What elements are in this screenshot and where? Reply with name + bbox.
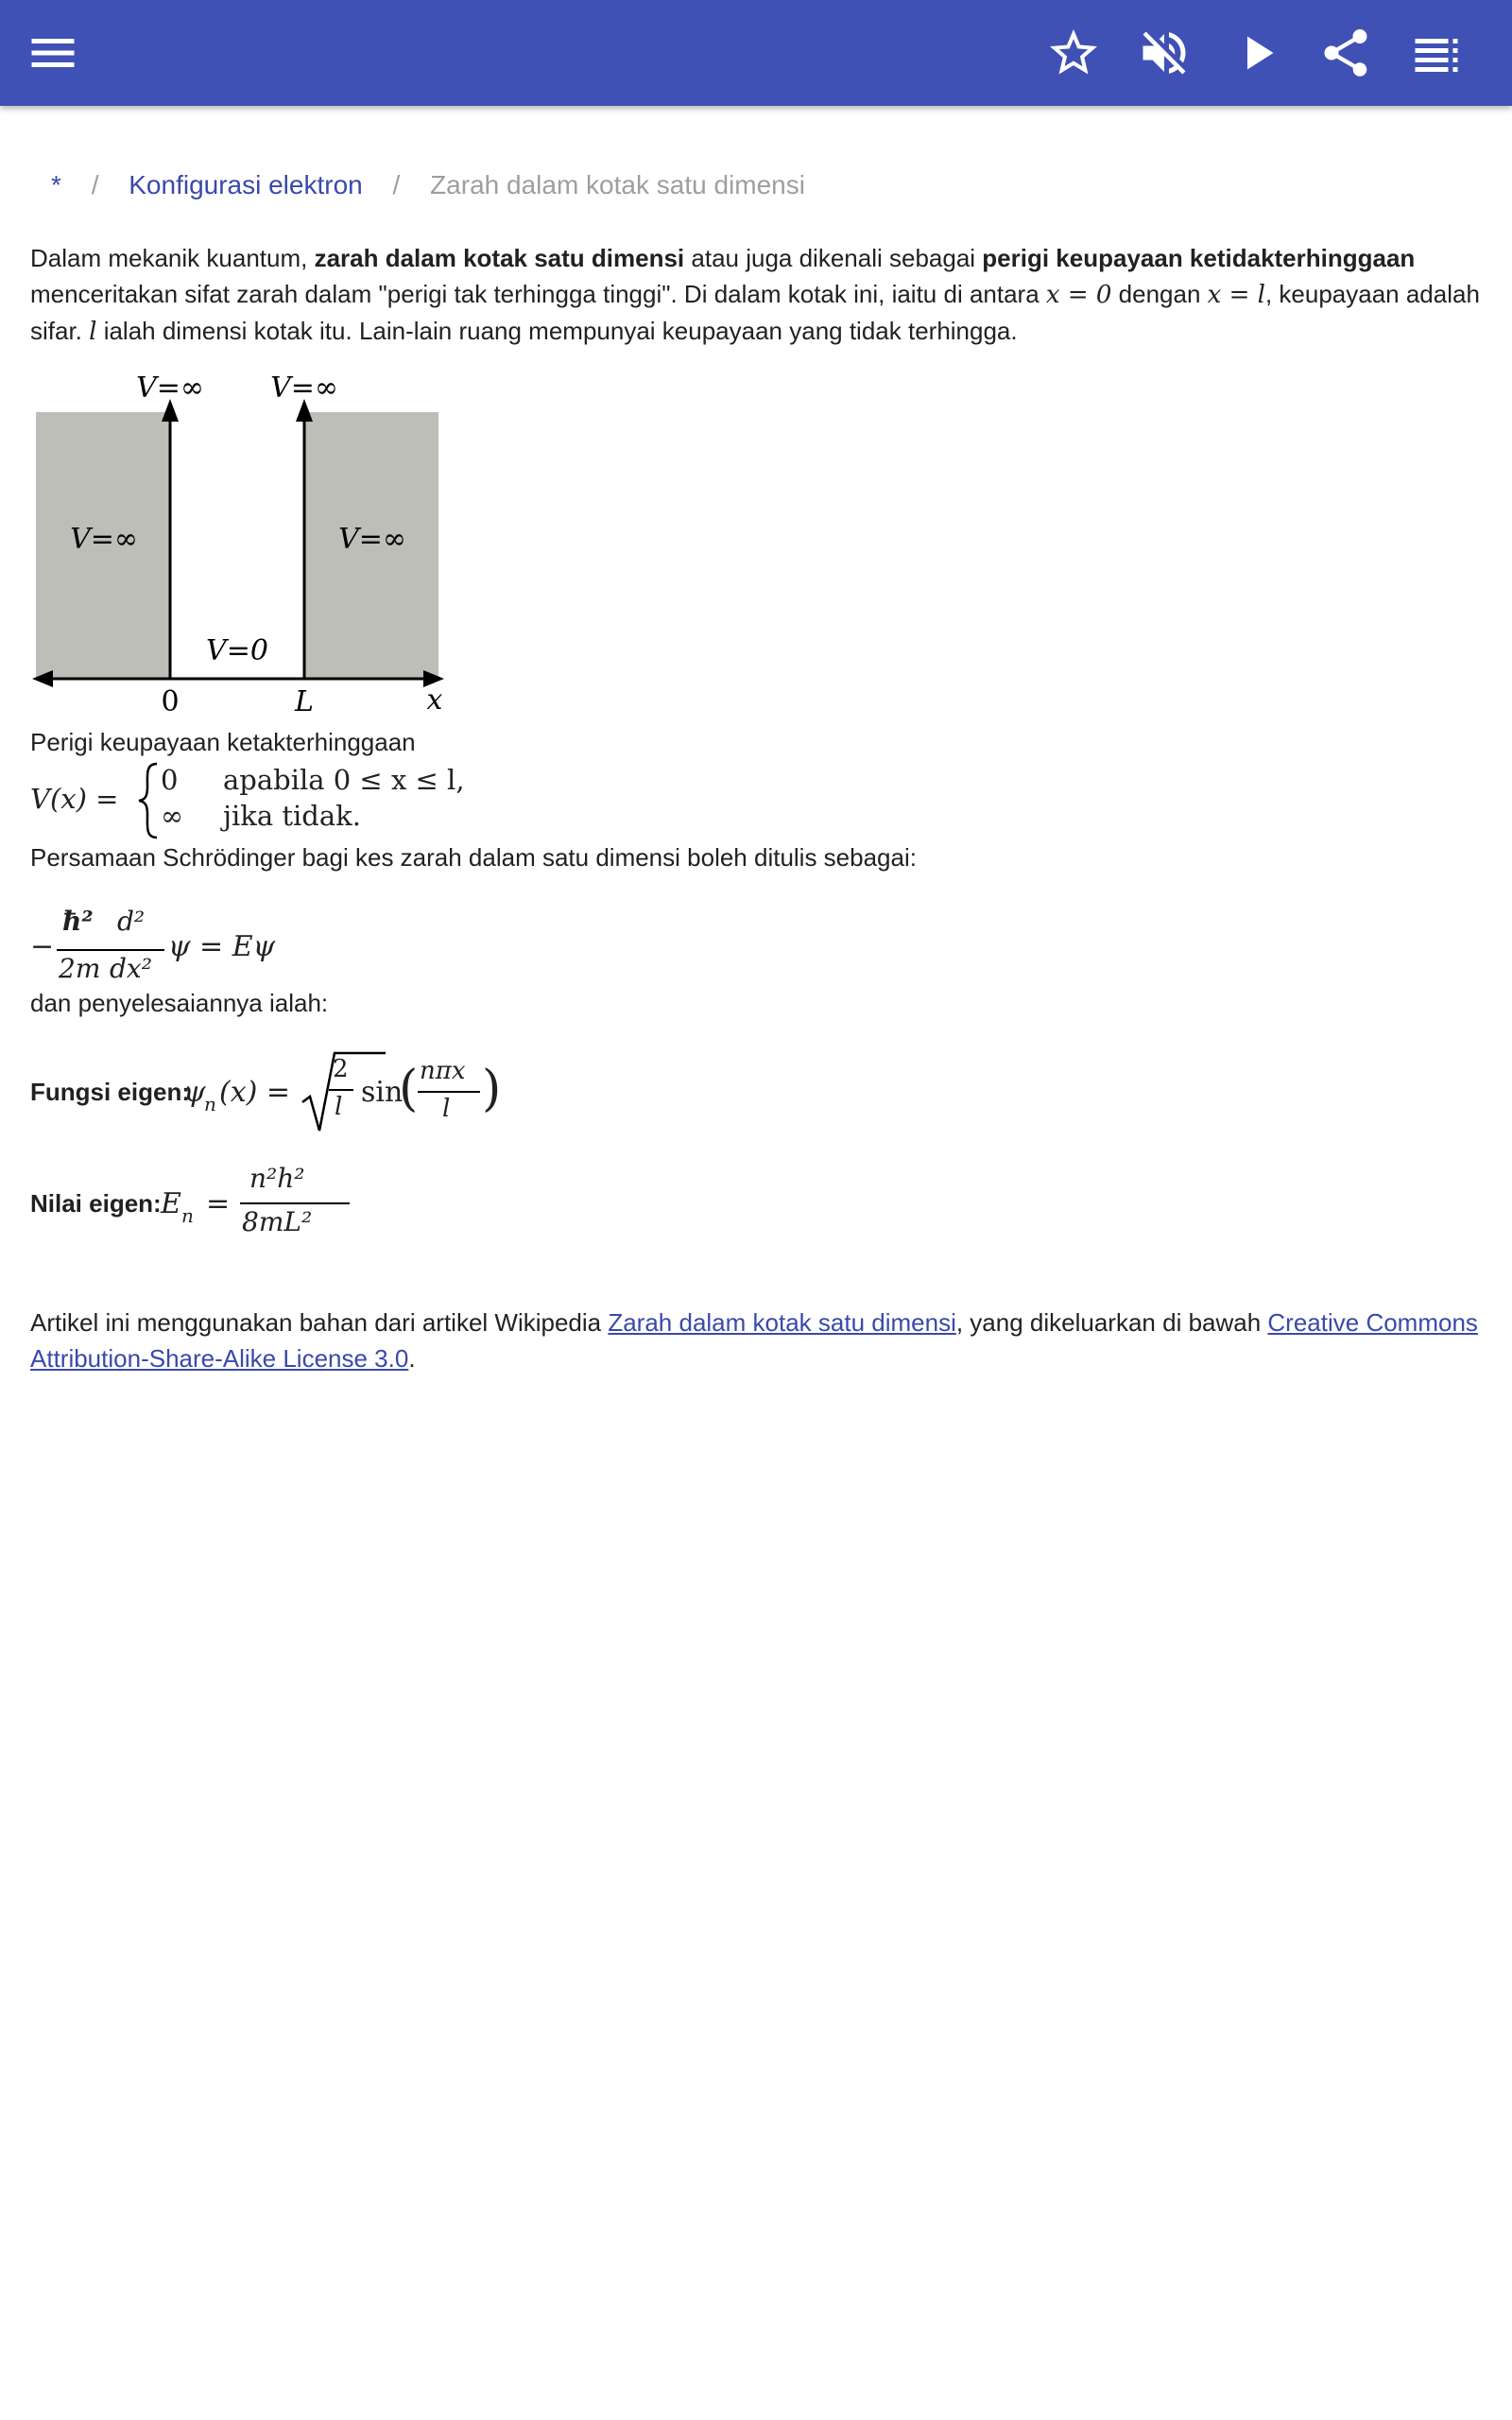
breadcrumb (51, 170, 805, 200)
equals-sign: = (206, 1187, 231, 1220)
potential-case2-condition: jika tidak. (223, 800, 361, 832)
eigenvalue-label: Nilai eigen: (30, 1189, 162, 1218)
inner-denominator: l (442, 1095, 451, 1123)
label-top-left: V=∞ (136, 372, 204, 405)
schrodinger-minus: − (30, 930, 55, 963)
psi-subscript: n (204, 1093, 216, 1115)
dx-squared: dx² (110, 953, 152, 984)
sqrt-numerator: 2 (333, 1055, 349, 1083)
breadcrumb-parent-link[interactable]: Konfigurasi elektron (129, 170, 363, 199)
volume-off-icon[interactable] (1136, 25, 1193, 81)
intro-text: menceritakan sifat zarah dalam "perigi tak terhingga tinggi". Di dalam kotak ini, iaitu di antara (30, 280, 1046, 308)
schrodinger-equation (30, 906, 314, 993)
play-icon[interactable] (1228, 25, 1285, 81)
inline-math: x = 0 (1045, 281, 1112, 309)
playlist-icon[interactable] (1408, 25, 1465, 81)
energy-symbol: E (161, 1187, 181, 1220)
breadcrumb-separator: / (91, 170, 99, 199)
curly-brace (136, 762, 161, 839)
breadcrumb-separator: / (392, 170, 401, 199)
intro-text: atau juga dikenali sebagai (684, 244, 983, 272)
intro-text: Dalam mekanik kuantum, (30, 244, 315, 272)
tick-label-0: 0 (161, 685, 180, 718)
potential-well-figure (28, 371, 454, 720)
attribution-footer (30, 1305, 1486, 1376)
psi-symbol: ψ (183, 1076, 206, 1109)
eigenvalue-denominator: 8mL² (242, 1206, 313, 1237)
star-outline-icon[interactable] (1045, 25, 1102, 81)
intro-text: ialah dimensi kotak itu. Lain-lain ruang mempunyai keupayaan yang tidak terhingga. (96, 317, 1018, 345)
sin-function: sin (361, 1076, 404, 1109)
sqrt-denominator: l (335, 1093, 343, 1121)
inline-math: x = l (1207, 281, 1265, 309)
label-right-region: V=∞ (338, 523, 406, 556)
license-link[interactable]: Creative Commons Attribution-Share-Alike License 3.0 (30, 1308, 1478, 1373)
app-bar (0, 0, 1512, 106)
potential-case1-condition: apabila 0 ≤ x ≤ l, (223, 764, 465, 796)
article-intro (30, 240, 1486, 350)
intro-text: dengan (1111, 280, 1208, 308)
intro-paragraph (30, 240, 1486, 350)
fraction-bar (108, 949, 164, 951)
d-squared: d² (117, 906, 146, 937)
eigenvalue-equation (30, 1161, 370, 1248)
potential-case2-value: ∞ (161, 800, 184, 832)
schrodinger-intro: Persamaan Schrödinger bagi kes zarah dalam satu dimensi boleh ditulis sebagai: (30, 843, 917, 872)
footer-text: Artikel ini menggunakan bahan dari artikel Wikipedia (30, 1308, 609, 1337)
inline-math: l (89, 318, 97, 346)
tick-label-L: L (295, 685, 314, 718)
energy-subscript: n (181, 1204, 194, 1227)
breadcrumb-current: Zarah dalam kotak satu dimensi (430, 170, 805, 199)
intro-bold-term: zarah dalam kotak satu dimensi (314, 244, 685, 272)
share-icon[interactable] (1317, 25, 1374, 81)
paren-left: ( (399, 1061, 419, 1117)
two-m: 2m (59, 953, 101, 984)
fraction-bar (240, 1202, 350, 1204)
fraction-bar (418, 1091, 480, 1093)
inner-numerator: nπx (420, 1057, 466, 1085)
paren-right: ) (482, 1061, 502, 1117)
potential-lhs: V(x) = (30, 783, 119, 815)
eigenfunction-equation (30, 1049, 522, 1134)
label-center-region: V=0 (206, 634, 268, 667)
wikipedia-article-link[interactable]: Zarah dalam kotak satu dimensi (608, 1308, 956, 1337)
potential-case1-value: 0 (161, 764, 179, 796)
hbar-squared: ħ² (62, 906, 94, 937)
intro-text: , keupayaan adalah sifar. (30, 280, 1480, 345)
footer-text: , yang dikeluarkan di bawah (955, 1308, 1268, 1337)
eigenfunction-label: Fungsi eigen: (30, 1078, 190, 1106)
psi-equals-e-psi: ψ = Eψ (168, 930, 276, 963)
eigenvalue-numerator: n²h² (249, 1163, 305, 1194)
solution-intro: dan penyelesaiannya ialah: (30, 989, 329, 1017)
label-top-right: V=∞ (270, 372, 338, 405)
potential-equation (30, 762, 484, 839)
label-left-region: V=∞ (70, 523, 138, 556)
menu-icon[interactable] (25, 25, 81, 81)
intro-bold-term: perigi keupayaan ketidakterhinggaan (982, 244, 1416, 272)
breadcrumb-home-link[interactable]: * (51, 170, 61, 199)
psi-argument: (x) = (219, 1076, 290, 1109)
axis-label-x: x (426, 683, 443, 717)
fraction-bar (329, 1089, 353, 1091)
figure-caption: Perigi keupayaan ketakterhinggaan (30, 728, 416, 756)
footer-text: . (408, 1344, 416, 1373)
